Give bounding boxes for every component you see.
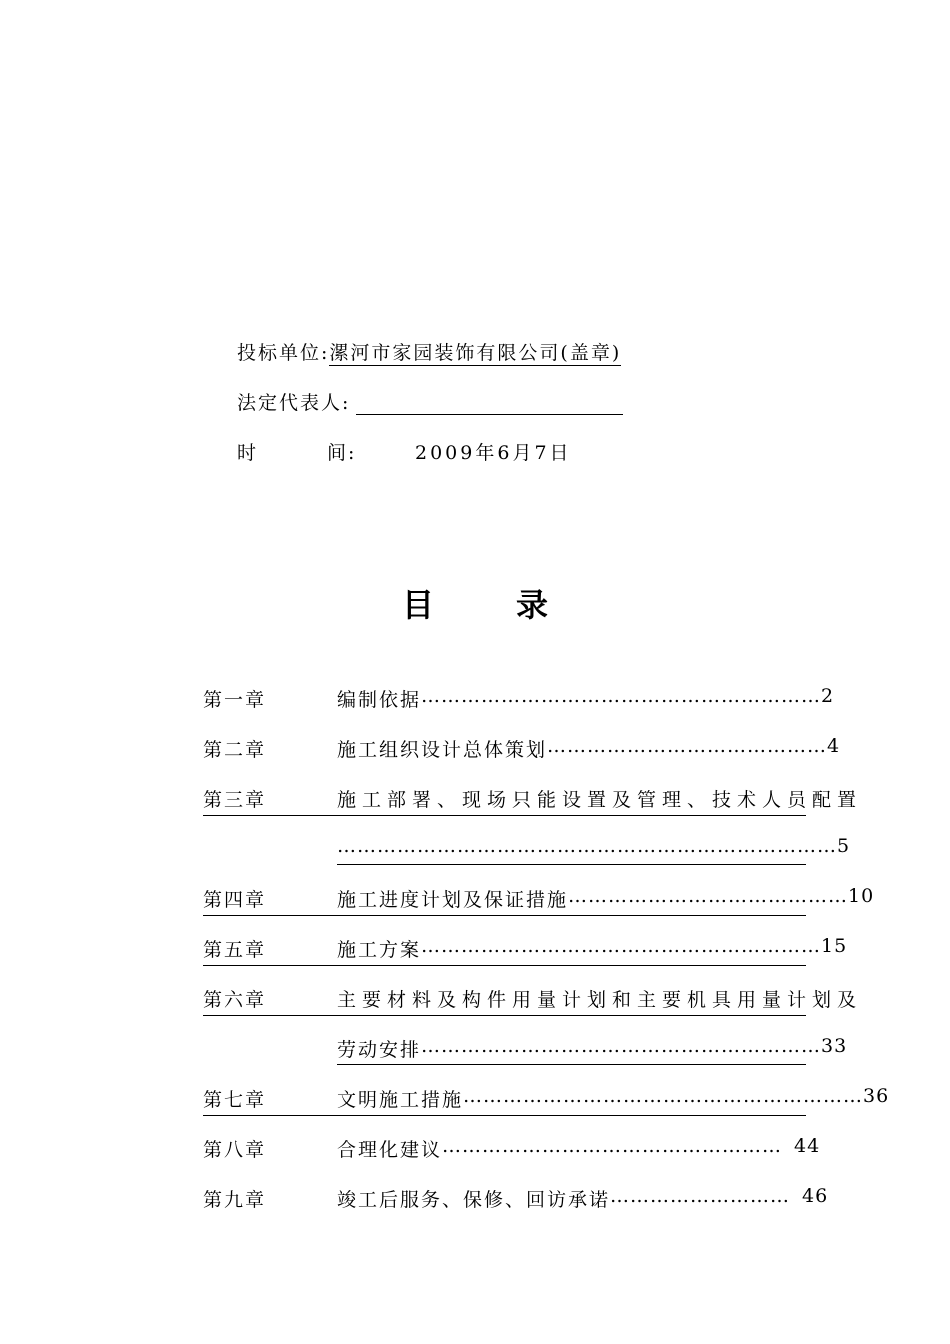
toc-page: 5 [837, 835, 851, 857]
toc-chapter: 第三章 [203, 789, 267, 811]
toc-page: 44 [794, 1135, 821, 1157]
date-label-2: 间: [327, 442, 357, 464]
toc-entry-continued [203, 1035, 848, 1065]
toc-entry-continued [203, 835, 851, 865]
toc-entry [203, 785, 863, 816]
toc-chapter: 第四章 [203, 889, 267, 911]
toc-title: 主要材料及构件用量计划和主要机具用量计划及 [337, 989, 863, 1011]
toc-chapter: 第一章 [203, 689, 267, 711]
toc-title: 竣工后服务、保修、回访承诺 [337, 1189, 611, 1211]
date-row [237, 438, 572, 465]
signature-line [356, 394, 623, 415]
toc-heading [0, 580, 950, 626]
toc-dots: …………………………………………………… [421, 1035, 822, 1057]
toc-title: 施工部署、现场只能设置及管理、技术人员配置 [337, 789, 863, 811]
toc-entry [203, 985, 863, 1016]
toc-page: 33 [821, 1035, 848, 1057]
date-label-1: 时 [237, 442, 259, 464]
toc-entry [203, 1085, 890, 1116]
toc-page: 46 [802, 1185, 829, 1207]
toc-entry [203, 685, 835, 715]
toc-page: 36 [863, 1085, 890, 1107]
toc-dots: …………………………………………………… [421, 685, 822, 707]
bidder-value: 漯河市家园装饰有限公司(盖章) [329, 342, 622, 364]
toc-dots: ………………………………………………………………… [337, 835, 837, 857]
toc-entry [203, 735, 841, 765]
toc-page: 2 [821, 685, 835, 707]
toc-title: 劳动安排 [337, 1039, 422, 1061]
toc-chapter: 第五章 [203, 939, 267, 961]
toc-chapter: 第六章 [203, 989, 267, 1011]
toc-dots: …………………………………………………… [463, 1085, 864, 1107]
legal-rep-label: 法定代表人: [237, 392, 351, 414]
toc-page: 4 [827, 735, 841, 757]
toc-title: 文明施工措施 [337, 1089, 464, 1111]
toc-entry [203, 935, 848, 966]
toc-title: 编制依据 [337, 689, 422, 711]
toc-page: 10 [848, 885, 875, 907]
toc-page: 15 [821, 935, 848, 957]
toc-title: 施工进度计划及保证措施 [337, 889, 569, 911]
toc-dots: …………………………………… [547, 735, 828, 757]
bidder-label: 投标单位: [237, 342, 330, 364]
bidder-row [237, 338, 621, 365]
date-value: 2009年6月7日 [415, 442, 572, 464]
toc-title: 合理化建议 [337, 1139, 443, 1161]
toc-heading-2: 录 [516, 586, 549, 624]
legal-rep-row [237, 388, 623, 415]
toc-chapter: 第二章 [203, 739, 267, 761]
toc-title: 施工方案 [337, 939, 422, 961]
toc-title: 施工组织设计总体策划 [337, 739, 548, 761]
toc-entry [203, 885, 875, 916]
toc-entry [203, 1185, 829, 1215]
toc-heading-1: 目 [401, 586, 434, 624]
toc-dots: …………………………………………………… [421, 935, 822, 957]
toc-chapter: 第九章 [203, 1189, 267, 1211]
toc-dots: ……………………… [610, 1185, 791, 1207]
toc-entry [203, 1135, 821, 1165]
toc-chapter: 第七章 [203, 1089, 267, 1111]
toc-chapter: 第八章 [203, 1139, 267, 1161]
toc-dots: …………………………………… [568, 885, 849, 907]
toc-dots: …………………………………………… [442, 1135, 783, 1157]
